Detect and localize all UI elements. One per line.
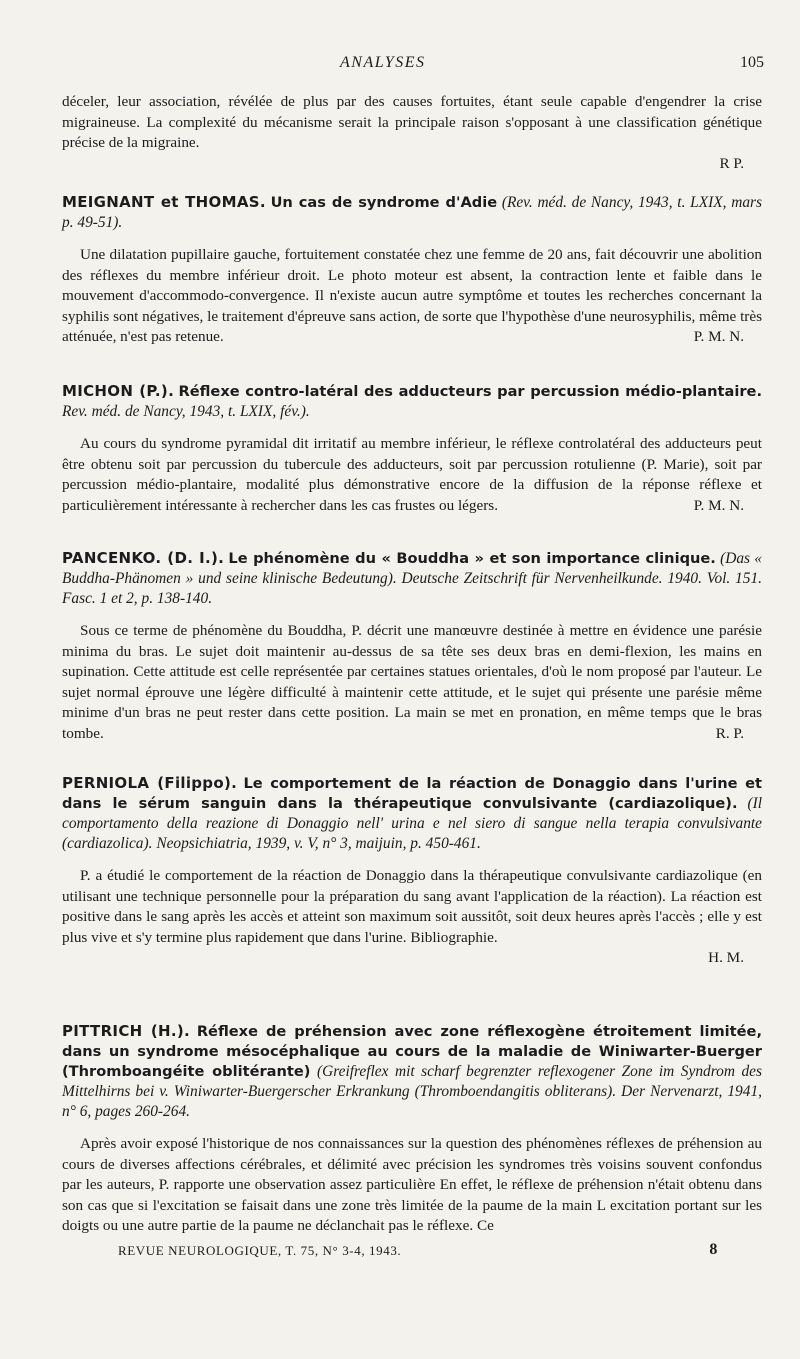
article-perniola (62, 773, 762, 969)
signature-mark: 8 (709, 1241, 718, 1258)
article-body (62, 1134, 762, 1237)
article-heading (62, 773, 762, 854)
article-reference: Rev. méd. de Nancy, 1943, t. LXIX, fév.). (62, 403, 310, 420)
article-title: Réflexe de préhension avec zone réflexogène étroitement limitée, dans un syndrome mésocéphalique au cours de la maladie de Winiwarter-Buerger (Thromboangéite oblitérante) (62, 1023, 762, 1080)
page-footer (118, 1243, 718, 1259)
running-title: ANALYSES (340, 54, 426, 71)
article-signature: R. P. (715, 724, 744, 742)
article-title: Le comportement de la réaction de Donaggio dans l'urine et dans le sérum sanguin dans la thérapeutique convulsivante (cardiazolique). (62, 775, 762, 812)
article-author: MEIGNANT et THOMAS. (62, 193, 266, 211)
intro-signature: R P. (719, 154, 744, 172)
article-author: PITTRICH (H.). (62, 1022, 191, 1040)
article-reference: (Il comportamento della reazione di Donaggio nell' urina e nel siero di sangue nella terapia convulsivante (cardiazolica). Neopsichiatria, 1939, v. V, n° 3, maijuin, p. 450-461. (62, 795, 762, 852)
article-signature: P. M. N. (693, 328, 744, 345)
article-body-text: Une dilatation pupillaire gauche, fortuitement constatée chez une femme de 20 ans, fait découvrir une abolition des réflexes du membre inférieur droit. Le photo moteur est absent, la contraction lente et faible dans le mouvement d'accommodo-convergence. Il n'existe aucun autre symptôme et toutes les recherches concernant la syphilis sont négatives, le traitement d'épreuve sans action, de sorte que l'hypothèse d'une neurosyphilis, même très atténuée, n'est pas retenue. (62, 246, 762, 345)
journal-citation: REVUE NEUROLOGIQUE, T. 75, N° 3-4, 1943. (118, 1243, 402, 1258)
article-reference: (Das « Buddha-Phänomen » und seine klinische Bedeutung). Deutsche Zeitschrift für Nervenheilkunde. 1940. Vol. 151. Fasc. 1 et 2, p. 138-140. (62, 550, 762, 607)
article-body-text: Au cours du syndrome pyramidal dit irritatif au membre inférieur, le réflexe controlatéral des adducteurs peut être obtenu soit par percussion du tubercule des adducteurs, soit par percussion rotulienne (P. Marie), soit par percussion médio-plantaire, modalité plus démonstrative encore de la diffusion de la réponse réflexe et particulièrement intéressante à rechercher dans les cas frustes ou légers. (62, 435, 762, 514)
article-signature: H. M. (708, 949, 744, 966)
article-body-text: P. a étudié le comportement de la réaction de Donaggio dans la thérapeutique convulsivante cardiazolique (en utilisant une technique personnelle pour la préparation du sang avant l'application de la réaction). La réaction est positive dans le sang après les accès et atteint son maximum soit aussitôt, soit deux heures après l'accès ; elle y est plus vive et s'y termine plus rapidement que dans l'urine. Bibliographie. (62, 867, 762, 946)
article-body-text: Après avoir exposé l'historique de nos connaissances sur la question des phénomènes réflexes de préhension au cours de diverses affections cérébrales, et délimité avec précision les syndromes très voisins souvent confondus par les auteurs, P. rapporte une observation assez particulière En effet, le réflexe de préhension n'était obtenu dans son cas que si l'excitation se faisait dans une zone très limitée de la paume de la main L excitation portant sur les doigts ou une autre partie de la paume ne déclanchait pas le réflexe. Ce (62, 1135, 762, 1234)
article-signature: P. M. N. (693, 496, 744, 514)
article-body (62, 866, 762, 969)
page-number: 105 (740, 54, 764, 71)
article-title: Un cas de syndrome d'Adie (270, 194, 498, 211)
article-title: Réflexe contro-latéral des adducteurs par percussion médio-plantaire. (178, 383, 762, 400)
article-heading (62, 1021, 762, 1122)
article-heading (62, 381, 762, 422)
article-reference: (Rev. méd. de Nancy, 1943, t. LXIX, mars p. 49-51). (62, 194, 762, 231)
article-meignant (62, 192, 762, 348)
article-heading (62, 548, 762, 609)
article-author: PANCENKO. (D. I.). (62, 549, 225, 567)
article-heading (62, 192, 762, 233)
article-michon (62, 381, 762, 516)
article-body (62, 434, 762, 516)
article-body (62, 621, 762, 744)
article-pancenko (62, 548, 762, 744)
intro-text: déceler, leur association, révélée de plus par des causes fortuites, étant seule capable d'engendrer la crise migraineuse. La complexité du mécanisme serait la principale raison s'opposant à une classification génétique précise de la migraine. (62, 93, 762, 151)
article-body-text: Sous ce terme de phénomène du Bouddha, P. décrit une manœuvre destinée à mettre en évidence une parésie minima du bras. Le sujet doit maintenir au-dessus de sa tête ses deux bras en demi-flexion, les mains en supination. Cette attitude est celle représentée par certaines statues orientales, d'où le nom proposé par l'auteur. Le sujet normal éprouve une légère difficulté à maintenir cette attitude, et le sujet qui présente une parésie même minime d'un bras ne peut rester dans cette position. La main se met en pronation, en même temps que le bras tombe. (62, 622, 762, 742)
article-author: PERNIOLA (Filippo). (62, 774, 238, 792)
intro-paragraph (62, 92, 762, 174)
article-body (62, 245, 762, 348)
article-pittrich (62, 1021, 762, 1237)
article-title: Le phénomène du « Bouddha » et son importance clinique. (228, 550, 716, 567)
running-header (0, 54, 800, 78)
article-reference: (Greifreflex mit scharf begrenzter reflexogener Zone im Syndrom des Mittelhirns bei v. Winiwarter-Buergerscher Erkrankung (Thromboendangitis obliterans). Der Nervenarzt, 1941, n° 6, pages 260-264. (62, 1063, 762, 1120)
article-author: MICHON (P.). (62, 382, 175, 400)
